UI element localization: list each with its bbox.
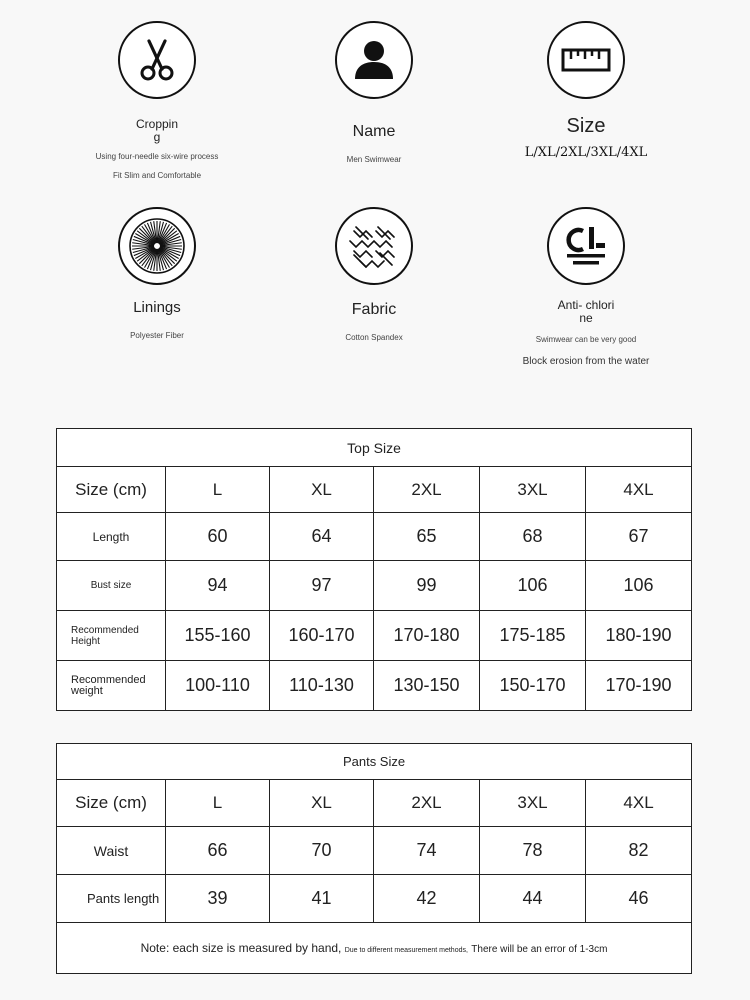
feature-desc: Cotton Spandex bbox=[345, 333, 403, 342]
column-header: 2XL bbox=[374, 780, 480, 827]
feature-title: Croppin g bbox=[135, 117, 179, 144]
feature-desc: Fit Slim and Comfortable bbox=[112, 171, 202, 180]
note-end: There will be an error of 1-3cm bbox=[471, 944, 608, 955]
feature-desc: Swimwear can be very good bbox=[535, 335, 637, 344]
column-header: 3XL bbox=[480, 467, 586, 513]
table-row bbox=[57, 561, 692, 611]
table-cell: 94 bbox=[166, 561, 270, 611]
table-row bbox=[57, 611, 692, 661]
column-header: 3XL bbox=[480, 780, 586, 827]
ruler-icon bbox=[547, 21, 625, 99]
feature-desc: Using four-needle six-wire process bbox=[95, 152, 219, 161]
row-label: Recommended Height bbox=[57, 611, 166, 661]
table-cell: 150-170 bbox=[480, 661, 586, 711]
table-cell: 175-185 bbox=[480, 611, 586, 661]
table-cell: 99 bbox=[374, 561, 480, 611]
table-cell: 170-180 bbox=[374, 611, 480, 661]
row-label: Pants length bbox=[57, 875, 166, 923]
header-label: Size (cm) bbox=[57, 467, 166, 513]
feature-desc: Men Swimwear bbox=[346, 155, 402, 164]
table-row bbox=[57, 513, 692, 561]
table-cell: 160-170 bbox=[270, 611, 374, 661]
woven-pattern-icon bbox=[335, 207, 413, 285]
table-cell: 60 bbox=[166, 513, 270, 561]
table-cell: 106 bbox=[586, 561, 692, 611]
table-cell: 65 bbox=[374, 513, 480, 561]
feature-desc: Block erosion from the water bbox=[522, 356, 650, 367]
row-label: Bust size bbox=[57, 561, 166, 611]
table-row bbox=[57, 875, 692, 923]
radial-lines-icon bbox=[118, 207, 196, 285]
table-cell: 39 bbox=[166, 875, 270, 923]
table-cell: 46 bbox=[586, 875, 692, 923]
feature-title: Name bbox=[352, 123, 396, 140]
row-label: Length bbox=[57, 513, 166, 561]
table-cell: 100-110 bbox=[166, 661, 270, 711]
scissors-icon bbox=[118, 21, 196, 99]
feature-anti-chlorine bbox=[476, 207, 696, 367]
table-cell: 70 bbox=[270, 827, 374, 875]
feature-title: Size bbox=[566, 115, 606, 137]
feature-desc: L/XL/2XL/3XL/4XL bbox=[524, 145, 648, 160]
table-cell: 170-190 bbox=[586, 661, 692, 711]
note-small: Due to different measurement methods, bbox=[344, 947, 468, 954]
feature-fabric bbox=[264, 207, 484, 342]
row-label: Recommended weight bbox=[57, 661, 166, 711]
pants-size-table bbox=[56, 743, 692, 974]
note-main: Note: each size is measured by hand, bbox=[140, 941, 342, 955]
column-header: L bbox=[166, 780, 270, 827]
table-title: Pants Size bbox=[57, 744, 692, 780]
table-cell: 41 bbox=[270, 875, 374, 923]
row-label: Waist bbox=[57, 827, 166, 875]
table-cell: 67 bbox=[586, 513, 692, 561]
feature-linings bbox=[47, 207, 267, 340]
table-cell: 78 bbox=[480, 827, 586, 875]
feature-title: Linings bbox=[133, 299, 181, 316]
table-cell: 97 bbox=[270, 561, 374, 611]
person-icon bbox=[335, 21, 413, 99]
table-title: Top Size bbox=[57, 429, 692, 467]
feature-title: Fabric bbox=[351, 301, 397, 318]
feature-size bbox=[476, 21, 696, 160]
table-cell: 68 bbox=[480, 513, 586, 561]
table-cell: 155-160 bbox=[166, 611, 270, 661]
feature-desc: Polyester Fiber bbox=[130, 331, 184, 340]
table-cell: 42 bbox=[374, 875, 480, 923]
feature-name bbox=[264, 21, 484, 164]
table-cell: 180-190 bbox=[586, 611, 692, 661]
table-cell: 110-130 bbox=[270, 661, 374, 711]
table-cell: 64 bbox=[270, 513, 374, 561]
top-size-table bbox=[56, 428, 692, 711]
header-label: Size (cm) bbox=[57, 780, 166, 827]
table-cell: 66 bbox=[166, 827, 270, 875]
table-cell: 130-150 bbox=[374, 661, 480, 711]
table-row bbox=[57, 827, 692, 875]
table-cell: 74 bbox=[374, 827, 480, 875]
table-cell: 44 bbox=[480, 875, 586, 923]
chlorine-icon bbox=[547, 207, 625, 285]
column-header: 4XL bbox=[586, 780, 692, 827]
column-header: XL bbox=[270, 780, 374, 827]
feature-title: Anti- chlorine bbox=[557, 298, 615, 325]
feature-cropping bbox=[47, 21, 267, 180]
column-header: 2XL bbox=[374, 467, 480, 513]
table-cell: 82 bbox=[586, 827, 692, 875]
column-header: 4XL bbox=[586, 467, 692, 513]
column-header: XL bbox=[270, 467, 374, 513]
column-header: L bbox=[166, 467, 270, 513]
table-cell: 106 bbox=[480, 561, 586, 611]
table-row bbox=[57, 661, 692, 711]
measurement-note bbox=[57, 923, 692, 974]
